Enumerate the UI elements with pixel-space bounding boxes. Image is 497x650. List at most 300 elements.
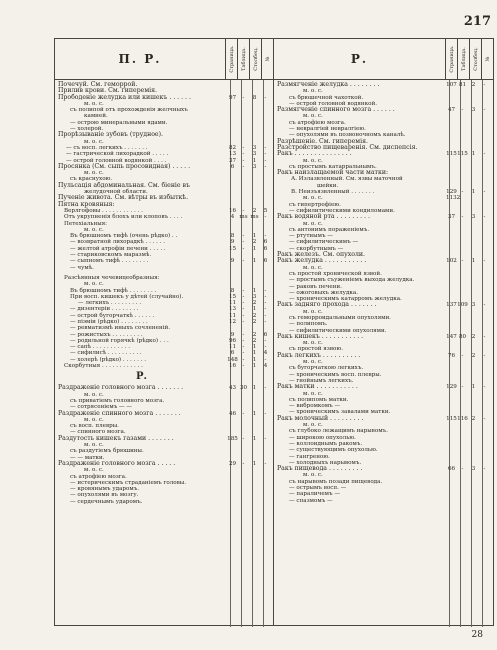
entry-cell-c3: 2 (471, 415, 476, 422)
right-body (274, 80, 493, 627)
entry-cell-c3: 3 (471, 214, 476, 221)
entry-cell-c4: 6 (263, 245, 268, 252)
header-table: Таблица. (460, 47, 467, 71)
entry-cell-c4: - (264, 318, 267, 325)
entry-cell-c4: - (264, 344, 267, 351)
entry-text: Прободеніе желудка или кишекъ . . . . . . (58, 93, 191, 101)
entry-text: Пятна кровяныя: (58, 200, 115, 208)
entry-text: — опухолями въ позвоночномъ каналѣ. (289, 132, 406, 139)
entry-cell-c1: 43 (228, 385, 237, 392)
entry-cell-c1: 129 (446, 384, 457, 391)
entry-text: — кровянымъ ударомъ. (70, 486, 140, 493)
entry-text: Ракъ водяной рта . . . . . . . . . (277, 213, 370, 221)
entry-cell-c2: - (242, 350, 245, 357)
entry-cell-c2: - (242, 435, 245, 442)
entry-cell-c4: - (264, 337, 267, 344)
entry-text: Раздутость кишекъ газами . . . . . . . (58, 434, 174, 442)
entry-cell-c4: - (264, 300, 267, 307)
entry-cell-c2: - (242, 356, 245, 363)
entry-text: м. о. с. (303, 308, 323, 315)
entry-text: Ракъ . . . . . . . . . . . . . . . (277, 150, 352, 158)
entry-cell-c4: - (483, 189, 486, 196)
entry-cell-c3: 2 (471, 333, 476, 340)
entry-text: — острою минеральными ядами. (70, 119, 168, 126)
entry-text: Ракъ желудка . . . . . . . . . . . (277, 257, 367, 265)
entry-cell-c3: 1 (252, 460, 257, 467)
entry-cell-c3: 2 (252, 207, 257, 214)
entry-text: — — матки. (70, 454, 105, 461)
index-entry (277, 498, 445, 504)
entry-cell-c3: 1 (252, 258, 257, 265)
entry-cell-c1: 13 (228, 151, 237, 158)
entry-text: Петехіальныя: (64, 220, 108, 227)
entry-cell-c2: 81 (458, 82, 467, 88)
entry-cell-c3: 2 (471, 352, 476, 359)
right-section-title: Р. (274, 39, 446, 79)
left-body (55, 80, 273, 627)
entry-text: — сапѣ . . . . . . . . . . . (70, 344, 131, 351)
entry-text: Раздраженіе головного мозга . . . . . . . (58, 384, 184, 392)
entry-text: — невралгіей невралгіею. (289, 126, 366, 133)
entry-text: Ракъ задняго прохода . . . . . . . (277, 301, 377, 309)
entry-text: — опухолями въ мозгу. (70, 492, 139, 499)
entry-cell-c4: 4 (263, 363, 268, 370)
entry-cell-c4: - (264, 293, 267, 300)
entry-text: — холодныхъ нарывомъ. (289, 459, 362, 466)
entry-cell-c1: 47 (447, 107, 456, 114)
entry-text: — сыпномъ тифѣ . . . . . . . . (70, 258, 149, 265)
entry-cell-c2: - (461, 384, 464, 391)
entry-text: — острымъ восп. — (289, 485, 347, 491)
entry-cell-c2: - (242, 94, 245, 101)
entry-cell-c1: 66 (447, 466, 456, 473)
entry-text: съ полипомъ матки. (289, 396, 349, 403)
entry-cell-c2: - (242, 300, 245, 307)
entry-cell-c1: 1132 (446, 195, 461, 202)
entry-cell-c2: - (242, 163, 245, 170)
entry-cell-c1: 6 (230, 350, 235, 357)
entry-cell-c4: 6 (263, 239, 268, 246)
entry-cell-c2: - (461, 214, 464, 221)
entry-cell-c4: - (264, 356, 267, 363)
entry-text: Ракъ кишекъ . . . . . . . . . . . (277, 332, 364, 340)
entry-cell-c2: - (461, 352, 464, 359)
entry-cell-c4: - (264, 94, 267, 101)
entry-text: съ простой хронической язвой. (289, 270, 382, 277)
entry-text: Пульсація абдоминальная. См. біеніе въ (58, 181, 190, 189)
right-half (274, 39, 493, 625)
entry-text: съ полипой отъ прохожденія желчныхъ (70, 107, 188, 114)
header-column: Столбец. (252, 47, 259, 71)
entry-cell-c3: 1 (471, 151, 476, 158)
entry-cell-c4: - (264, 163, 267, 170)
entry-cell-c4: - (264, 151, 267, 158)
entry-text: м. о. с. (84, 138, 104, 145)
entry-cell-c4: - (483, 415, 486, 422)
entry-cell-c3: 1 (252, 385, 257, 392)
entry-text: — параличемъ — (289, 491, 340, 498)
entry-cell-c2: 116 (457, 415, 468, 422)
entry-text: — гангреною. (289, 453, 330, 460)
entry-cell-c4: - (264, 385, 267, 392)
entry-text: При восп. кишекъ у дѣтей (случайно). (70, 293, 184, 300)
entry-text: камней. (84, 113, 108, 120)
entry-cell-c2: - (461, 189, 464, 196)
entry-cell-c3: 1 (252, 306, 257, 313)
entry-cell-c3: 2 (252, 300, 257, 307)
entry-cell-c3: 1 (252, 356, 257, 363)
entry-cell-c2: - (242, 287, 245, 294)
entry-cell-c1: 8 (230, 233, 235, 240)
entry-text: — ожоговыхъ желудка. (289, 289, 358, 296)
entry-text: м. о. с. (84, 170, 104, 177)
entry-cell-c3: 1 (252, 344, 257, 351)
entry-cell-c3: 2 (471, 82, 476, 88)
entry-text: Размягченіе желудка . . . . . . . . (277, 81, 380, 88)
entry-text: Разрѣшеніе. См. гиперемія. (277, 137, 368, 145)
entry-cell-c3: 1 (252, 435, 257, 442)
entry-text: м. о. с. (303, 264, 323, 271)
entry-cell-c1: 102 (446, 258, 457, 265)
entry-text: — стариковскомъ маразмѣ. (70, 252, 152, 259)
entry-cell-c4: - (483, 214, 486, 221)
entry-text: съ геморроидальными опухолями. (289, 314, 391, 321)
entry-cell-c3: 1 (252, 157, 257, 164)
right-header (274, 39, 493, 80)
entry-cell-c1: 185 (227, 435, 238, 442)
entry-text: м. о. с. (84, 281, 104, 288)
entry-text: м. о. с. (303, 390, 323, 397)
entry-text: — рожистыхъ . . . . . . . . . (70, 331, 143, 338)
entry-text: Почечуй. См. геморрой. (58, 81, 138, 88)
entry-cell-c4: - (483, 384, 486, 391)
entry-cell-c4: 6 (263, 331, 268, 338)
entry-cell-c1: 96 (228, 337, 237, 344)
entry-cell-c2: 80 (458, 333, 467, 340)
entry-text: — холерой. (70, 126, 104, 133)
entry-cell-c2: - (242, 207, 245, 214)
entry-text: м. о. с. (303, 422, 323, 429)
entry-cell-c3: 3 (252, 151, 257, 158)
entry-cell-c3: 3 (252, 163, 257, 170)
entry-cell-c2: - (242, 337, 245, 344)
entry-text: — сердечнымъ ударомъ. (70, 498, 143, 505)
entry-cell-c4: - (264, 287, 267, 294)
entry-cell-c1: 15 (228, 245, 237, 252)
entry-cell-c4: - (264, 144, 267, 151)
left-section-title: П. Р. (55, 39, 226, 79)
entry-cell-c1: 12 (228, 318, 237, 325)
header-column: Столбец. (472, 47, 479, 71)
entry-cell-c1: 115 (446, 415, 457, 422)
entry-text: — сифилитическими опухолями. (289, 327, 387, 334)
entry-text: Разсѣянныя чечевицеобразныя: (64, 274, 160, 281)
entry-cell-c2: - (242, 258, 245, 265)
entry-cell-c1: 97 (228, 94, 237, 101)
entry-text: съ атрофіею мозга. (70, 473, 127, 480)
entry-text: м. о. с. (303, 195, 323, 202)
entry-cell-c2: - (242, 363, 245, 370)
entry-cell-c1: 9 (230, 331, 235, 338)
entry-text: — хроническимъ катарромъ желудка. (289, 296, 402, 303)
entry-text: Ракъ железъ. См. опухоли. (277, 251, 366, 259)
entry-text: — гастрической лихорадкой . . . . . (66, 151, 169, 158)
entry-text: Скорбутныя . . . . . . . . . . . . (64, 363, 143, 370)
entry-text: Прорѣзываніе зубовъ (трудное). (58, 131, 163, 139)
entry-cell-c1: 9 (230, 239, 235, 246)
entry-text: Прилив крови. См. гиперемія. (58, 87, 157, 95)
entry-cell-c3: 1 (471, 189, 476, 196)
entry-cell-c2: - (461, 466, 464, 473)
entry-cell-c1: 76 (447, 352, 456, 359)
entry-cell-c2: ms (239, 214, 248, 221)
entry-text: — ревматизмѣ иныхъ сочлененій. (70, 325, 170, 332)
entry-text: м. о. с. (303, 157, 323, 164)
entry-text: м. о. с. (303, 359, 323, 366)
entry-cell-c3: 1 (252, 410, 257, 417)
entry-cell-c1: 16 (228, 207, 237, 214)
entry-text: — острой головной водянкой. (289, 100, 377, 107)
entry-cell-c2: - (242, 144, 245, 151)
entry-cell-c4: 6 (263, 258, 268, 265)
entry-cell-c3: 2 (252, 239, 257, 246)
entry-cell-c4: - (483, 466, 486, 473)
entry-cell-c4: - (264, 306, 267, 313)
entry-text: — хроническимъ завалами матки. (289, 409, 391, 416)
entry-text: съ гипертрофіею. (289, 201, 341, 208)
entry-cell-c3: 1 (471, 384, 476, 391)
entry-text: Верлгофовы . . . . . . . . . . . . (64, 207, 143, 214)
entry-cell-c4: - (483, 82, 486, 88)
entry-text: — острой бугорчаткѣ . . . . . . (70, 312, 155, 319)
entry-cell-c2: - (461, 258, 464, 265)
entry-cell-c1: 11 (228, 300, 237, 307)
entry-text: — хроническимъ восп. плевры. (289, 371, 382, 378)
entry-text: — полипомъ. (289, 321, 328, 328)
header-page: Страница. (448, 45, 455, 73)
entry-text: Въ брюшномъ тифѣ . . . . . . . . (70, 287, 157, 294)
header-number: № (264, 56, 271, 62)
entry-cell-c3: 3 (471, 466, 476, 473)
entry-cell-c1: 29 (228, 460, 237, 467)
entry-text: — спинного мозга. (70, 429, 126, 436)
entry-cell-c3: 1 (252, 233, 257, 240)
entry-text: — холерѣ (рѣдко) . . . . . . . (70, 356, 147, 363)
entry-text: съ восп. плевры. (70, 423, 119, 430)
entry-cell-c2: 109 (457, 302, 468, 309)
entry-cell-c2: - (242, 460, 245, 467)
entry-cell-c2: - (242, 344, 245, 351)
entry-cell-c2: 115 (457, 151, 468, 158)
entry-text: съ краснухою. (70, 176, 113, 183)
page-number: 217 (463, 14, 491, 29)
entry-cell-c1: 107 (446, 82, 457, 88)
entry-cell-c1: 4 (230, 214, 235, 221)
entry-cell-c1: 11 (228, 312, 237, 319)
entry-text: Пученіе живота. См. вѣтры въ избыткѣ. (58, 194, 189, 202)
entry-text: — раковъ печени. (289, 283, 342, 290)
entry-text: м. о. с. (84, 100, 104, 107)
entry-text: — существующимъ опухолью. (289, 447, 378, 454)
entry-cell-c2: - (242, 239, 245, 246)
entry-text: — возвратной лихорадкѣ . . . . . . (70, 239, 166, 246)
entry-cell-c2: - (242, 293, 245, 300)
entry-cell-c2: 30 (239, 385, 248, 392)
entry-text: м. о. с. (84, 442, 104, 449)
entry-cell-c1: 37 (447, 214, 456, 221)
entry-text: м. о. с. (84, 226, 104, 233)
entry-cell-c1: 37 (228, 157, 237, 164)
entry-cell-c1: 46 (228, 410, 237, 417)
entry-text: — родильной горячкѣ (рѣдко) . . . (70, 337, 169, 344)
entry-text: съ приватіемъ головного мозга. (70, 397, 165, 404)
entry-cell-c4: - (264, 214, 267, 221)
entry-cell-c1: 129 (446, 189, 457, 196)
entry-text: Просянка (См. сыпь просовидная) . . . . . (58, 162, 191, 170)
entry-text: Ракъ молочный . . . . . . . . . (277, 414, 364, 422)
entry-cell-c1: 11 (228, 344, 237, 351)
entry-cell-c3: 1 (252, 350, 257, 357)
entry-cell-c2: - (242, 233, 245, 240)
entry-text: м. о. с. (303, 113, 323, 120)
printer-signature: 28 (471, 630, 483, 640)
entry-cell-c2: - (242, 410, 245, 417)
entry-text: Въ брюшномъ тифѣ (очень рѣдко) . . (70, 233, 178, 240)
entry-cell-c2: - (242, 245, 245, 252)
entry-text: м. о. с. (84, 391, 104, 398)
entry-text: съ антонимъ пораженіемъ. (289, 226, 370, 233)
entry-cell-c3: 1 (252, 287, 257, 294)
entry-text: м. о. с. (303, 88, 323, 95)
entry-cell-c3: 3 (252, 293, 257, 300)
entry-cell-c3: 2 (252, 318, 257, 325)
entry-cell-c4: - (483, 258, 486, 265)
entry-text: м. о. с. (303, 220, 323, 227)
entry-text: Ракъ наизлащаемой части матки: (277, 169, 389, 177)
entry-cell-c3: 1 (471, 258, 476, 265)
entry-cell-c4: - (483, 107, 486, 114)
entry-cell-c1: 115 (446, 151, 457, 158)
entry-cell-c4: - (483, 352, 486, 359)
entry-cell-c4: - (264, 435, 267, 442)
entry-text: — легкихъ . . . . . . . . . (78, 300, 142, 307)
left-header (55, 39, 273, 80)
entry-text: — дизентеріи . . . . . . . . (70, 306, 139, 313)
entry-text: — желтой атрофіи печени . . . . . (70, 245, 166, 252)
entry-text: Ракъ пищевода . . . . . . . . . (277, 465, 363, 473)
entry-cell-c3: 3 (471, 107, 476, 114)
entry-cell-c4: 4 (263, 350, 268, 357)
entry-text: — широкою опухолью. (289, 434, 356, 441)
entry-text: — сифилитическимъ — (289, 239, 359, 246)
entry-cell-c4: - (264, 312, 267, 319)
entry-cell-c3: 1 (252, 363, 257, 370)
entry-cell-c4: - (264, 157, 267, 164)
entry-text: Отъ укрупненія блохъ или клоповъ . . . . (64, 214, 183, 221)
entry-text: — сифилисѣ . . . . . . . . . . (70, 350, 142, 357)
entry-cell-c4: - (264, 233, 267, 240)
entry-text: Разстройство пищеваренія. См. диспепсія. (277, 143, 418, 151)
entry-text: — съ восп. легкихъ . . . . . . . (66, 144, 148, 151)
entry-text: съ простымъ катарральнымъ. (289, 163, 377, 170)
entry-cell-c1: 6 (230, 163, 235, 170)
entry-cell-c1: 16 (228, 363, 237, 370)
entry-text: м. о. с. (84, 467, 104, 474)
entry-text: съ нарывомъ позади пищевода. (289, 478, 383, 485)
entry-text: Раздраженіе спинного мозга . . . . . . . (58, 409, 181, 417)
entry-cell-c4: 5 (263, 207, 268, 214)
entry-cell-c1: 13 (228, 306, 237, 313)
entry-cell-c3: 8 (252, 94, 257, 101)
entry-cell-c2: - (461, 107, 464, 114)
entry-cell-c1: 137 (446, 302, 457, 309)
entry-cell-c1: 148 (227, 356, 238, 363)
entry-cell-c3: 2 (252, 312, 257, 319)
entry-cell-c3: ms (250, 214, 259, 221)
index-table (54, 38, 494, 626)
entry-text: — чумѣ. (70, 264, 94, 271)
header-table: Таблица. (240, 47, 247, 71)
header-page: Страница. (228, 45, 235, 73)
entry-cell-c4: - (483, 333, 486, 340)
entry-text: — піэміи (рѣдко) . . . . . . . . (70, 318, 148, 325)
entry-text: съ раздутіемъ брюшины. (70, 448, 144, 455)
entry-text: желудочной области. (84, 189, 148, 196)
entry-cell-c2: - (242, 157, 245, 164)
entry-text: м. о. с. (303, 472, 323, 479)
entry-text: — гнойнымъ легкихъ. (289, 377, 354, 384)
entry-text: — сифилитическими кондиломами. (289, 207, 395, 214)
entry-cell-c4: - (483, 151, 486, 158)
entry-text: А. Излазвленный. См. язвы маточной (291, 176, 403, 183)
entry-cell-c2: - (242, 306, 245, 313)
entry-text: — острой головной водянкой . . . . (66, 157, 167, 164)
left-half (55, 39, 274, 625)
entry-text: — скорбутнымъ — (289, 245, 344, 252)
entry-text: м. о. с. (303, 340, 323, 347)
entry-cell-c1: 8 (230, 287, 235, 294)
entry-text: — вибромкомъ — (289, 403, 341, 410)
entry-cell-c3: 1 (252, 245, 257, 252)
entry-cell-c1: 147 (446, 333, 457, 340)
entry-cell-c1: 9 (230, 258, 235, 265)
entry-text: — сотрясеніемъ — — (70, 404, 133, 411)
entry-text: съ глубоко лежащимъ нарывомъ. (289, 428, 388, 435)
entry-text: м. о. с. (84, 416, 104, 423)
entry-text: Раздраженіе головного мозга . . . . . (58, 459, 176, 467)
entry-text: — коллоиднымъ ракомъ. (289, 440, 363, 447)
entry-text: Ракъ легкихъ . . . . . . . . . . (277, 351, 361, 359)
entry-text: — истерическимъ страданіемъ головы. (70, 479, 187, 486)
entry-cell-c1: 82 (228, 144, 237, 151)
entry-text: Размягченіе спинного мозга . . . . . . (277, 106, 395, 114)
entry-text: В. Неизъязвленный . . . . . . . (291, 189, 375, 196)
section-letter (58, 369, 225, 385)
entry-cell-c3: 3 (471, 302, 476, 309)
entry-text: — ртутнымъ — (289, 233, 333, 240)
entry-cell-c4: - (264, 460, 267, 467)
entry-cell-c1: 15 (228, 293, 237, 300)
entry-cell-c2: - (242, 331, 245, 338)
entry-text: съ атрофіею мозга. (289, 119, 346, 126)
entry-cell-c2: - (242, 151, 245, 158)
entry-text: Ракъ матки . . . . . . . . . . . (277, 383, 358, 391)
entry-text: съ брюшечной чахоткой. (289, 94, 364, 101)
entry-cell-c4: - (483, 302, 486, 309)
header-number: № (484, 56, 491, 62)
entry-text: съ бугорчаткою легкихъ. (289, 365, 364, 372)
entry-cell-c2: - (242, 318, 245, 325)
